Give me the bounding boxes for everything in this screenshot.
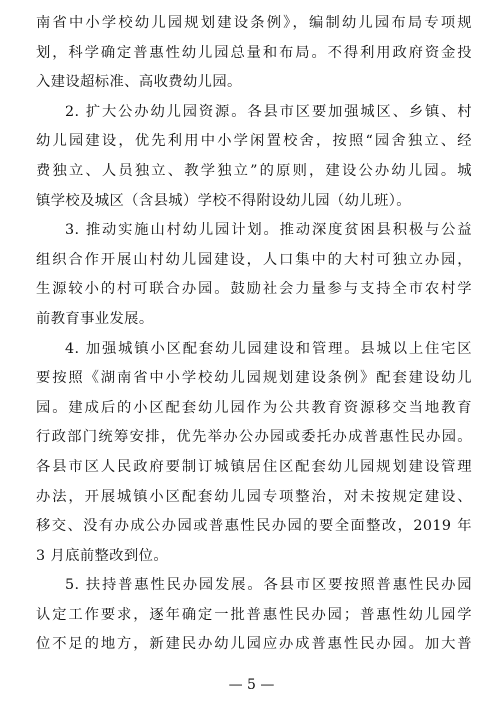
text-line: 园。建成后的小区配套幼儿园作为公共教育资源移交当地教育 [36,399,472,416]
text-line: 认定工作要求，逐年确定一批普惠性民办园；普惠性幼儿园学 [36,606,472,623]
text-line: 2. 扩大公办幼儿园资源。各县市区要加强城区、乡镇、村 [65,103,472,120]
text-line: 费独立、人员独立、教学独立”的原则，建设公办幼儿园。城 [36,162,472,179]
text-line: 要按照《湖南省中小学校幼儿园规划建设条例》配套建设幼儿 [36,370,472,387]
text-line: 前教育事业发展。 [36,310,154,327]
text-line: 5. 扶持普惠性民办园发展。各县市区要按照普惠性民办园 [65,577,472,594]
text-line: 移交、没有办成公办园或普惠性民办园的要全面整改，2019 年 [36,518,472,535]
text-line: 4. 加强城镇小区配套幼儿园建设和管理。县城以上住宅区 [65,340,472,357]
text-line: 划，科学确定普惠性幼儿园总量和布局。不得利用政府资金投 [36,44,472,61]
text-line: 入建设超标准、高收费幼儿园。 [36,74,242,91]
text-line: 行政部门统筹安排，优先举办公办园或委托办成普惠性民办园。 [36,429,472,446]
text-line: 3 月底前整改到位。 [36,547,169,564]
text-line: 南省中小学校幼儿园规划建设条例》，编制幼儿园布局专项规 [36,15,472,31]
text-line: 办法，开展城镇小区配套幼儿园专项整治，对未按规定建设、 [36,488,472,505]
text-line: 生源较小的村可联合办园。鼓励社会力量参与支持全市农村学 [36,281,472,298]
text-line: 组织合作开展山村幼儿园建设，人口集中的大村可独立办园， [36,251,472,268]
page-number: — 5 — [228,677,275,693]
text-line: 各县市区人民政府要制订城镇居住区配套幼儿园规划建设管理 [36,458,472,475]
text-line: 幼儿园建设，优先利用中小学闲置校舍，按照“园舍独立、经 [36,133,472,150]
text-line: 镇学校及城区（含县城）学校不得附设幼儿园（幼儿班）。 [36,192,411,209]
text-line: 位不足的地方，新建民办幼儿园应办成普惠性民办园。加大普 [36,636,472,653]
document-body [36,9,472,660]
text-line: 3. 推动实施山村幼儿园计划。推动深度贫困县积极与公益 [65,222,472,239]
